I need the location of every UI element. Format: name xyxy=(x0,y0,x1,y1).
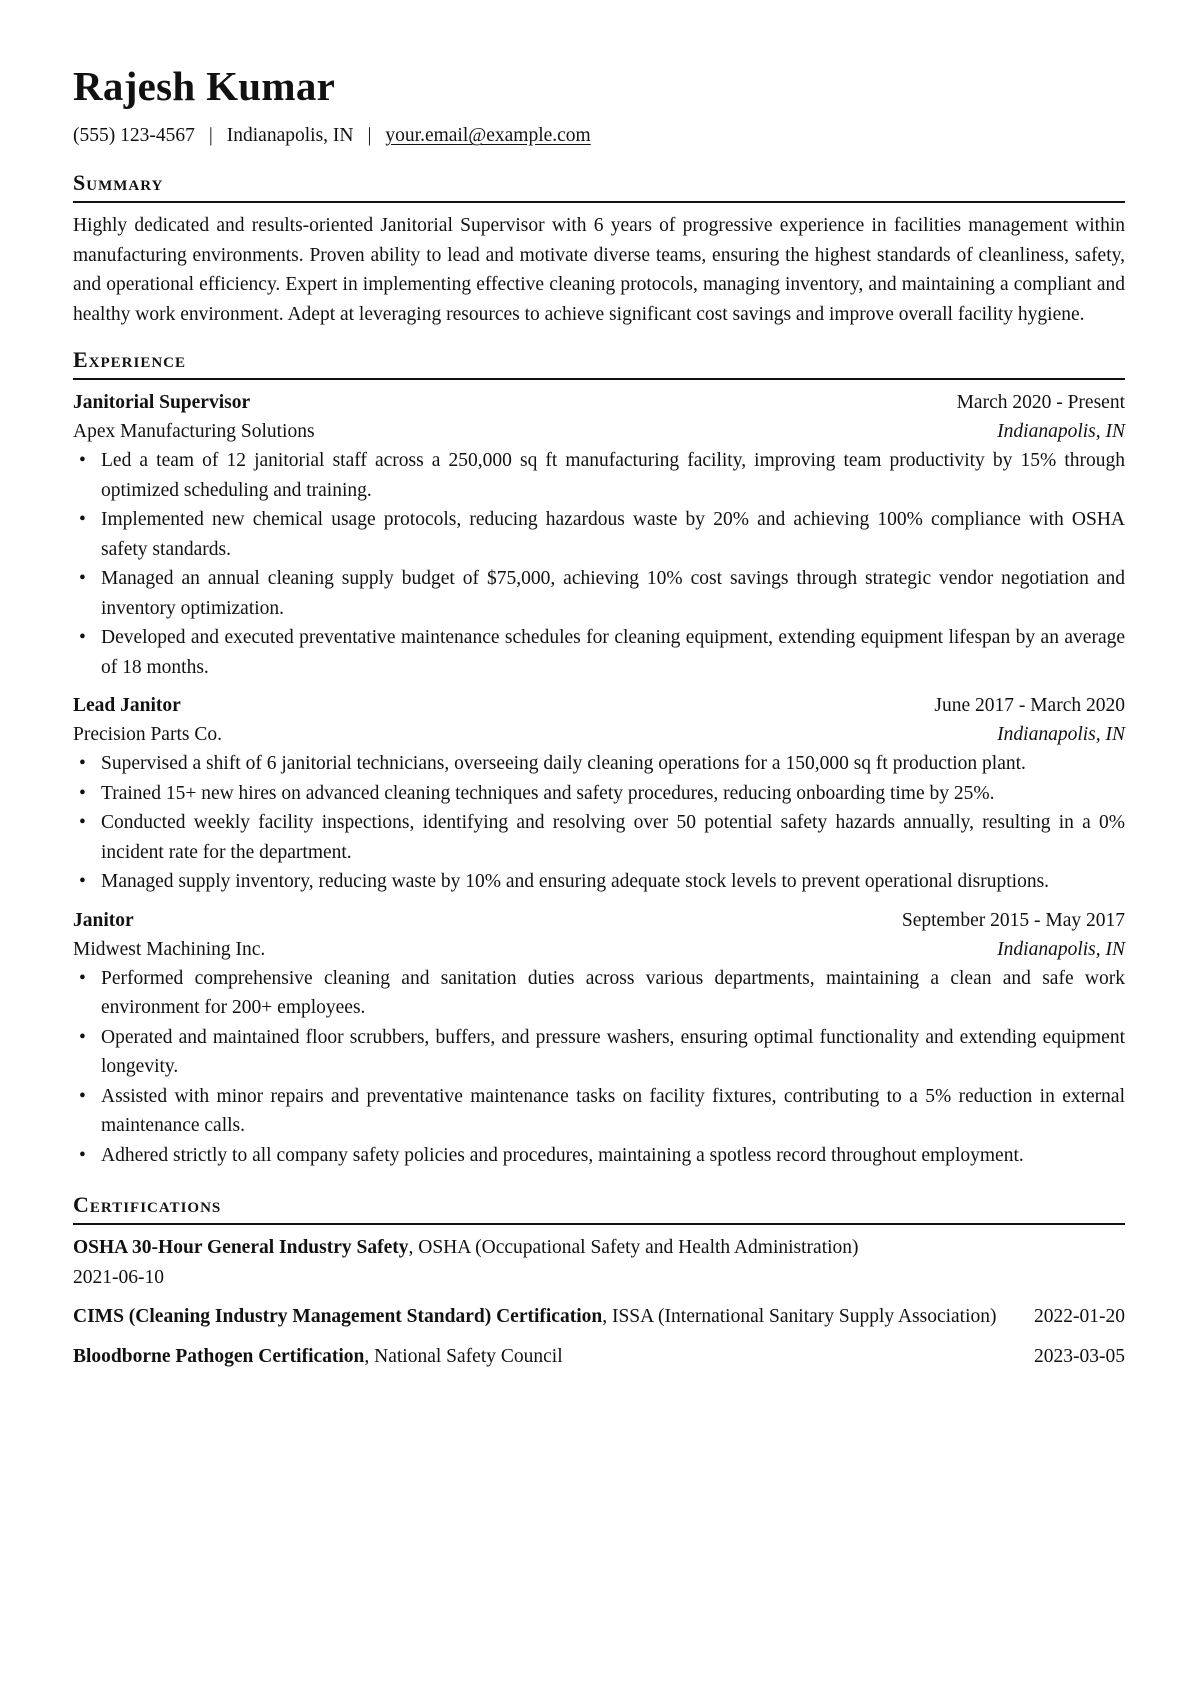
bullet-icon: • xyxy=(79,967,86,989)
job-title: Lead Janitor xyxy=(73,695,181,716)
section-title-certifications: Certifications xyxy=(73,1190,1125,1225)
job-entry xyxy=(73,906,1125,1171)
phone-number: (555) 123-4567 xyxy=(73,125,195,146)
certification-date: 2021-06-10 xyxy=(73,1266,164,1288)
certification-name: OSHA 30-Hour General Industry Safety xyxy=(73,1237,409,1258)
certification-issuer: , ISSA (International Sanitary Supply Association) xyxy=(602,1306,997,1327)
job-bullets xyxy=(73,749,1125,897)
list-item: • Led a team of 12 janitorial staff across a 250,000 sq ft manufacturing facility, improving team productivity by 15% through optimized scheduling and training. xyxy=(73,446,1125,505)
job-entry xyxy=(73,388,1125,682)
candidate-name: Rajesh Kumar xyxy=(73,63,336,109)
section-title-summary: Summary xyxy=(73,168,1125,203)
certification-name: CIMS (Cleaning Industry Management Standard) Certification xyxy=(73,1306,603,1327)
bullet-icon: • xyxy=(79,568,86,589)
certification-item xyxy=(73,1233,1125,1292)
list-item: • Performed comprehensive cleaning and sanitation duties across various departments, maintaining a clean and safe work environment for 200+ employees. xyxy=(73,964,1125,1023)
list-item: • Supervised a shift of 6 janitorial technicians, overseeing daily cleaning operations for a 150,000 sq ft production plant. xyxy=(73,749,1125,779)
job-dates: September 2015 - May 2017 xyxy=(901,909,1125,931)
resume-page xyxy=(73,60,1125,1371)
certification-name: Bloodborne Pathogen Certification xyxy=(73,1345,365,1367)
certification-date: 2022-01-20 xyxy=(1034,1306,1125,1327)
list-item: • Conducted weekly facility inspections, identifying and resolving over 50 potential safety hazards annually, resulting in a 0% incident rate for the department. xyxy=(73,808,1125,867)
job-bullets xyxy=(73,446,1125,682)
separator: | xyxy=(367,125,372,146)
list-item: • Implemented new chemical usage protocols, reducing hazardous waste by 20% and achieving 100% compliance with OSHA safety standards. xyxy=(73,505,1125,564)
certification-item xyxy=(73,1342,1125,1372)
company-name: Apex Manufacturing Solutions xyxy=(73,421,315,442)
bullet-icon: • xyxy=(79,1026,86,1048)
bullet-icon: • xyxy=(79,871,86,892)
bullet-icon: • xyxy=(79,627,86,648)
bullet-icon: • xyxy=(79,509,86,530)
bullet-icon: • xyxy=(79,1144,86,1166)
list-item: • Adhered strictly to all company safety policies and procedures, maintaining a spotless record throughout employment. xyxy=(73,1141,1125,1171)
certification-date: 2023-03-05 xyxy=(1034,1345,1125,1367)
email-link[interactable]: your.email@example.com xyxy=(385,125,591,146)
job-location: Indianapolis, IN xyxy=(997,938,1125,960)
certifications-section xyxy=(73,1190,1125,1371)
company-name: Precision Parts Co. xyxy=(73,724,222,745)
company-name: Midwest Machining Inc. xyxy=(73,938,266,960)
job-bullets xyxy=(73,964,1125,1171)
bullet-icon: • xyxy=(79,1085,86,1107)
bullet-icon: • xyxy=(79,812,86,833)
list-item: • Operated and maintained floor scrubbers, buffers, and pressure washers, ensuring optimal functionality and extending equipment longevity. xyxy=(73,1023,1125,1082)
job-entry xyxy=(73,691,1125,897)
separator: | xyxy=(208,125,213,146)
summary-section xyxy=(73,168,1125,329)
certification-issuer: , OSHA (Occupational Safety and Health Administration) xyxy=(408,1237,859,1258)
bullet-icon: • xyxy=(79,782,86,804)
job-location: Indianapolis, IN xyxy=(997,724,1125,745)
location: Indianapolis, IN xyxy=(226,125,354,146)
job-title: Janitorial Supervisor xyxy=(73,392,251,413)
job-location: Indianapolis, IN xyxy=(997,421,1125,442)
list-item: • Managed an annual cleaning supply budget of $75,000, achieving 10% cost savings through strategic vendor negotiation and inventory optimization. xyxy=(73,564,1125,623)
list-item: • Developed and executed preventative maintenance schedules for cleaning equipment, extending equipment lifespan by an average of 18 months. xyxy=(73,623,1125,682)
experience-section xyxy=(73,345,1125,1170)
certification-item xyxy=(73,1302,1125,1332)
job-dates: March 2020 - Present xyxy=(956,392,1125,413)
certification-issuer: , National Safety Council xyxy=(364,1345,563,1367)
list-item: • Assisted with minor repairs and preventative maintenance tasks on facility fixtures, contributing to a 5% reduction in external maintenance calls. xyxy=(73,1082,1125,1141)
job-dates: June 2017 - March 2020 xyxy=(934,695,1125,716)
list-item: • Trained 15+ new hires on advanced cleaning techniques and safety procedures, reducing onboarding time by 25%. xyxy=(73,779,1125,809)
section-title-experience: Experience xyxy=(73,345,1125,380)
job-title: Janitor xyxy=(73,909,134,931)
contact-line xyxy=(73,122,1125,150)
list-item: • Managed supply inventory, reducing waste by 10% and ensuring adequate stock levels to prevent operational disruptions. xyxy=(73,867,1125,897)
bullet-icon: • xyxy=(79,450,86,471)
bullet-icon: • xyxy=(79,753,86,774)
summary-text: Highly dedicated and results-oriented Janitorial Supervisor with 6 years of progressive experience in facilities management within manufacturing environments. Proven ability to lead and motivate diverse teams, ensuring the highest standards of cleanliness, safety, and operational efficiency. Expert in implementing effective cleaning protocols, managing inventory, and maintaining a compliant and healthy work environment. Adept at leveraging resources to achieve significant cost savings and improve overall facility hygiene. xyxy=(73,215,1125,325)
